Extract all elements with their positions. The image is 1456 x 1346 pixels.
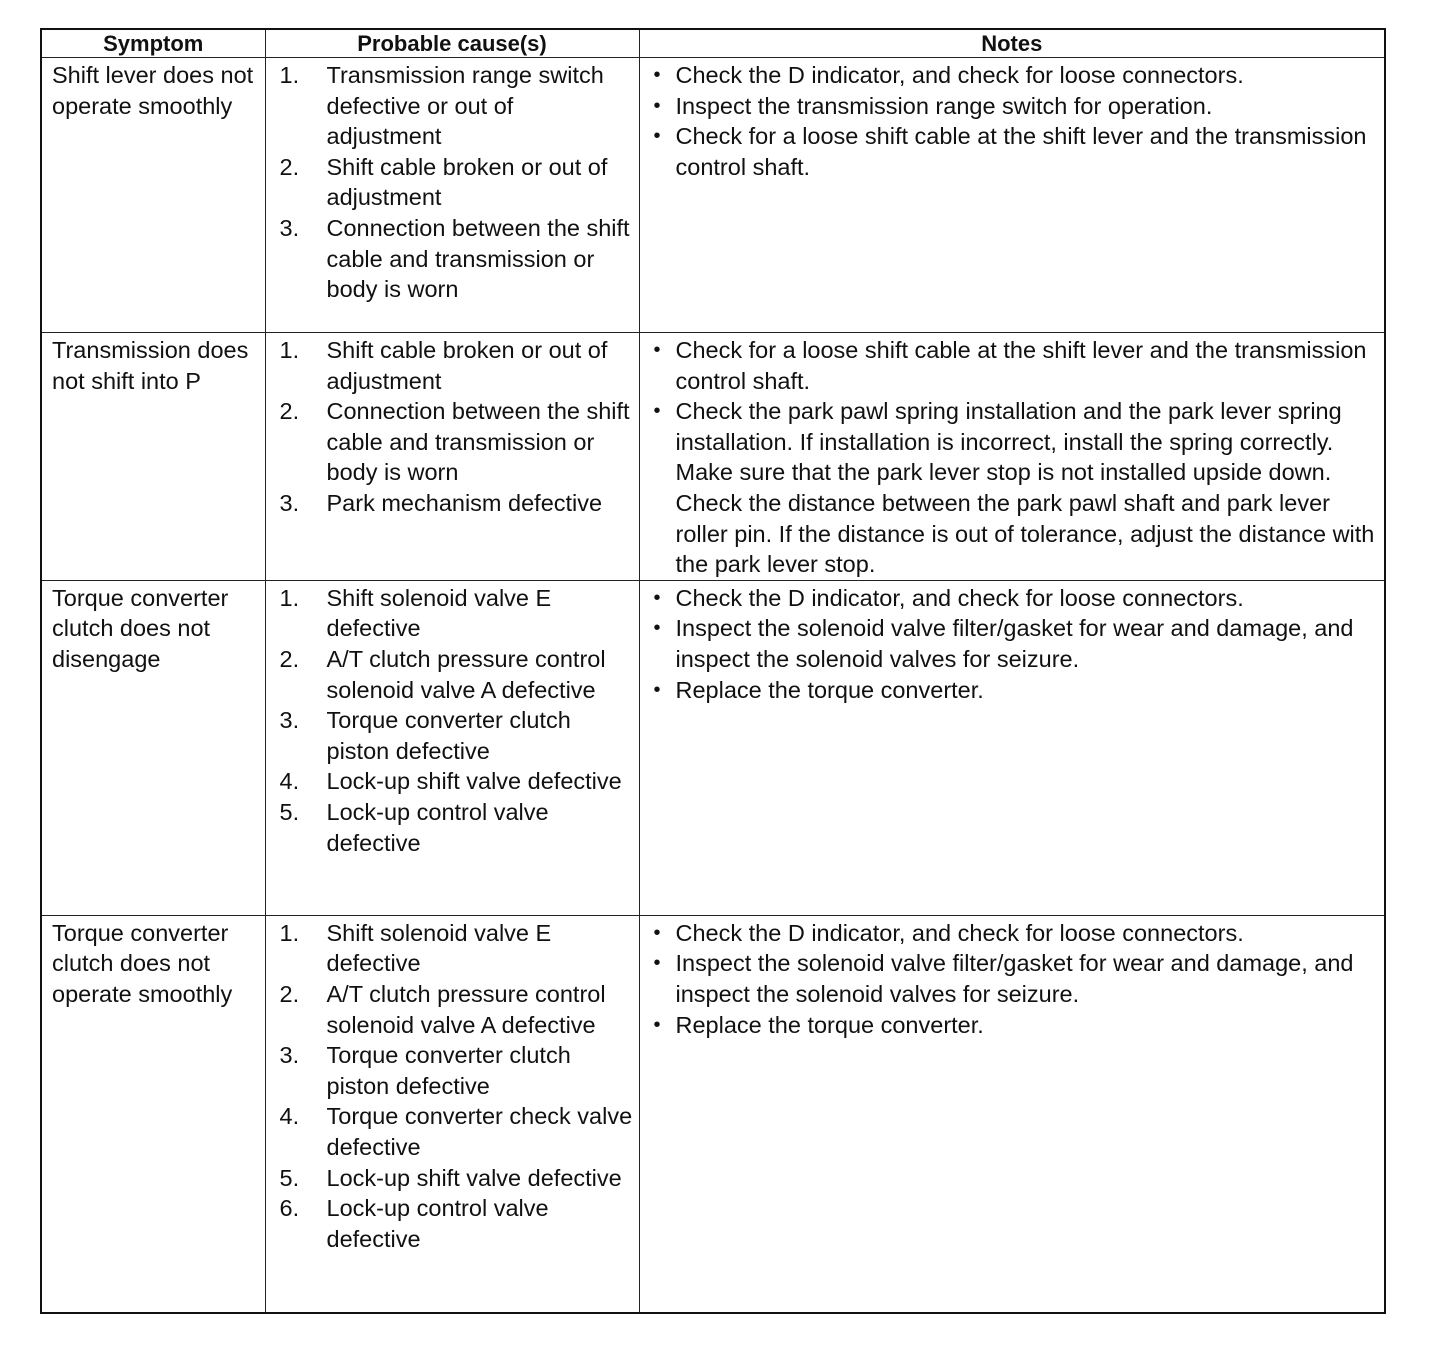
cause-item: [266, 152, 639, 213]
note-item: [640, 918, 1385, 949]
note-text: Replace the torque converter.: [675, 1011, 984, 1038]
bullet-icon: •: [653, 64, 661, 86]
cause-text: Lock-up control valve defective: [326, 1195, 549, 1252]
cause-cell: [265, 333, 639, 581]
cause-text: A/T clutch pressure control solenoid valve A defective: [326, 645, 606, 703]
troubleshooting-table: [40, 28, 1386, 1314]
cause-text: A/T clutch pressure control solenoid valve A defective: [326, 980, 606, 1038]
bullet-icon: •: [653, 125, 661, 148]
cause-number: 1.: [279, 584, 300, 611]
note-item: [640, 60, 1385, 91]
cause-text: Transmission range switch defective or out of adjustment: [326, 62, 604, 150]
cause-item: [266, 797, 639, 858]
cause-text: Park mechanism defective: [326, 489, 603, 516]
bullet-icon: •: [653, 586, 661, 609]
cause-text: Torque converter clutch piston defective: [326, 1042, 571, 1099]
bullet-icon: •: [653, 678, 661, 701]
cause-number: 4.: [279, 768, 300, 795]
cause-number: 2.: [279, 980, 300, 1007]
cause-number: 2.: [279, 398, 300, 425]
cause-text: Lock-up shift valve defective: [326, 768, 622, 795]
cause-number: 2.: [279, 645, 300, 672]
cause-cell: [265, 580, 639, 915]
cause-item: [266, 60, 639, 152]
cause-item: [266, 335, 639, 396]
cause-number: 1.: [279, 337, 300, 363]
note-item: [640, 948, 1385, 1009]
cause-list: [266, 333, 639, 519]
notes-list: [640, 581, 1385, 705]
note-text: Check the park pawl spring installation and the park lever spring installation. If installation is incorrect, install the spring correctly. Make sure that the park lever stop is not installed upside down. Check the distance between the park pawl shaft and park lever roller pin. If the distance is out of tolerance, adjust the distance with the park lever stop.: [675, 398, 1375, 578]
header-row: [41, 29, 1385, 58]
cause-number: 2.: [279, 153, 300, 180]
cause-text: Shift solenoid valve E defective: [326, 919, 552, 977]
note-text: Inspect the solenoid valve filter/gasket for wear and damage, and inspect the solenoid valves for seizure.: [675, 615, 1354, 672]
cause-text: Connection between the shift cable and transmission or body is worn: [326, 398, 630, 486]
cause-number: 3.: [279, 214, 300, 241]
cause-text: Lock-up shift valve defective: [326, 1164, 622, 1191]
note-item: [640, 613, 1385, 674]
cause-number: 3.: [279, 489, 300, 516]
bullet-icon: •: [653, 339, 661, 361]
cause-item: [266, 918, 639, 979]
note-item: [640, 121, 1385, 182]
note-text: Inspect the solenoid valve filter/gasket for wear and damage, and inspect the solenoid valves for seizure.: [675, 950, 1354, 1007]
symptom-cell: Torque converter clutch does not disengage: [41, 580, 265, 915]
table-row: [41, 915, 1385, 1313]
note-text: Check the D indicator, and check for loose connectors.: [675, 584, 1244, 611]
notes-list: [640, 58, 1385, 182]
cause-text: Torque converter clutch piston defective: [326, 707, 571, 764]
note-item: [640, 675, 1385, 706]
cause-text: Lock-up control valve defective: [326, 798, 549, 856]
cause-item: [266, 396, 639, 488]
cause-item: [266, 213, 639, 305]
cause-item: [266, 1101, 639, 1162]
cause-text: Connection between the shift cable and transmission or body is worn: [326, 214, 630, 303]
bullet-icon: •: [653, 94, 661, 117]
symptom-cell: Torque converter clutch does not operate smoothly: [41, 915, 265, 1313]
cause-text: Shift cable broken or out of adjustment: [326, 153, 608, 211]
cause-list: [266, 58, 639, 305]
header-symptom: Symptom: [41, 29, 265, 58]
note-item: [640, 335, 1385, 396]
bullet-icon: •: [653, 1013, 661, 1036]
cause-item: [266, 979, 639, 1040]
cause-item: [266, 1193, 639, 1254]
cause-number: 1.: [279, 919, 300, 946]
header-probable-cause: Probable cause(s): [265, 29, 639, 58]
note-text: Replace the torque converter.: [675, 676, 984, 703]
notes-cell: [639, 333, 1385, 581]
notes-list: [640, 916, 1385, 1040]
cause-list: [266, 916, 639, 1255]
table-body: [41, 58, 1385, 1313]
cause-number: 5.: [279, 1164, 300, 1191]
table-row: [41, 333, 1385, 581]
cause-number: 1.: [279, 62, 300, 88]
note-text: Check for a loose shift cable at the shift lever and the transmission control shaft.: [675, 123, 1367, 180]
notes-cell: [639, 915, 1385, 1313]
note-text: Check for a loose shift cable at the shift lever and the transmission control shaft.: [675, 337, 1367, 394]
note-item: [640, 583, 1385, 614]
cause-number: 4.: [279, 1103, 300, 1130]
notes-list: [640, 333, 1385, 580]
symptom-cell: Shift lever does not operate smoothly: [41, 58, 265, 333]
cause-item: [266, 644, 639, 705]
cause-text: Shift cable broken or out of adjustment: [326, 337, 608, 394]
note-item: [640, 396, 1385, 580]
bullet-icon: •: [653, 617, 661, 640]
cause-number: 5.: [279, 798, 300, 825]
bullet-icon: •: [653, 400, 661, 423]
cause-text: Torque converter check valve defective: [326, 1103, 633, 1160]
notes-cell: [639, 580, 1385, 915]
note-text: Check the D indicator, and check for loose connectors.: [675, 62, 1244, 88]
note-item: [640, 91, 1385, 122]
cause-item: [266, 488, 639, 519]
cause-item: [266, 1163, 639, 1194]
note-text: Check the D indicator, and check for loose connectors.: [675, 919, 1244, 946]
symptom-cell: Transmission does not shift into P: [41, 333, 265, 581]
bullet-icon: •: [653, 952, 661, 975]
bullet-icon: •: [653, 921, 661, 944]
cause-cell: [265, 915, 639, 1313]
cause-item: [266, 766, 639, 797]
cause-number: 6.: [279, 1195, 300, 1222]
header-notes: Notes: [639, 29, 1385, 58]
cause-number: 3.: [279, 707, 300, 734]
note-text: Inspect the transmission range switch for operation.: [675, 92, 1213, 119]
cause-number: 3.: [279, 1042, 300, 1069]
notes-cell: [639, 58, 1385, 333]
note-item: [640, 1010, 1385, 1041]
cause-item: [266, 705, 639, 766]
table-row: [41, 580, 1385, 915]
table-row: [41, 58, 1385, 333]
cause-cell: [265, 58, 639, 333]
cause-item: [266, 583, 639, 644]
cause-item: [266, 1040, 639, 1101]
cause-text: Shift solenoid valve E defective: [326, 584, 552, 642]
cause-list: [266, 581, 639, 858]
